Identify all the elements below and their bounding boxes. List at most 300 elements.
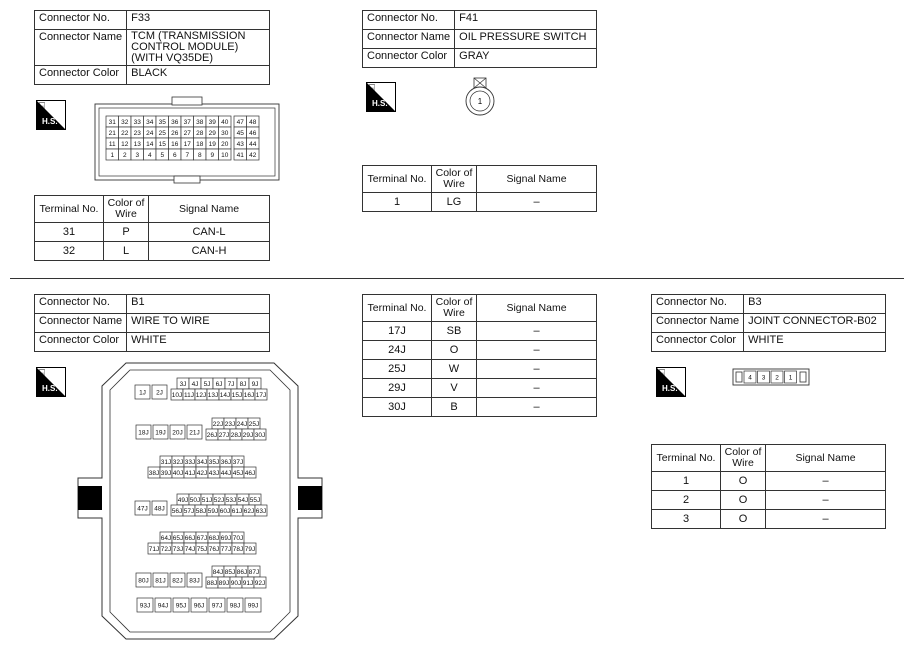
connector-pin [136, 425, 151, 439]
pin-label: 45J [232, 469, 244, 477]
pin-label: 5 [160, 151, 165, 159]
connector-pin [219, 149, 232, 160]
hs-label: H.S. [42, 117, 58, 126]
pin-label: 43J [208, 469, 220, 477]
pin-label: 3 [135, 151, 140, 159]
table-row [363, 360, 597, 379]
connector-pin [248, 418, 260, 429]
pin-label: 2 [775, 374, 779, 382]
connector-no-value: B1 [127, 295, 270, 314]
connector-pin [744, 371, 756, 383]
connector-pin [237, 378, 249, 389]
pin-label: 61J [231, 507, 243, 515]
pin-label: 30J [254, 431, 266, 439]
connector-pin [156, 138, 169, 149]
connector-pin [206, 116, 219, 127]
pin-label: 71J [148, 545, 160, 553]
terminal-cell: 2 [652, 491, 721, 510]
connector-name-label: Connector Name [652, 314, 744, 333]
terminal-no-header: Terminal No. [363, 295, 432, 322]
connector-pin [194, 127, 207, 138]
terminal-cell: 31 [35, 223, 104, 242]
harness-side-icon [366, 82, 396, 112]
pin-label: 58J [195, 507, 207, 515]
pin-label: 25J [248, 420, 260, 428]
table-row [363, 379, 597, 398]
pin-label: 47 [236, 118, 244, 126]
f33-connector-face [94, 96, 280, 184]
signal-cell: – [477, 193, 597, 212]
pin-label: 39 [208, 118, 216, 126]
connector-color-value: WHITE [744, 333, 886, 352]
connector-pin [189, 494, 201, 505]
pin-label: 5J [203, 380, 211, 388]
pin-label: 48J [154, 505, 165, 513]
connector-pin [220, 543, 232, 554]
table-row [363, 341, 597, 360]
pin-label: 93J [139, 602, 151, 610]
name-line: CONTROL MODULE) [131, 41, 239, 53]
pin-label: 21J [189, 429, 200, 437]
pin-label: 37 [183, 118, 191, 126]
pin-label: 44 [249, 140, 257, 148]
pin-label: 23 [133, 129, 141, 137]
pin-label: 9 [210, 151, 215, 159]
pin-label: 7J [227, 380, 235, 388]
connector-color-value: WHITE [127, 333, 270, 352]
signal-name-header: Signal Name [766, 445, 886, 472]
connector-name-value: JOINT CONNECTOR-B02 [744, 314, 886, 333]
table-row [652, 510, 886, 529]
connector-pin [225, 494, 237, 505]
connector-pin [169, 127, 182, 138]
pin-label: 32J [172, 458, 184, 466]
pin-label: 14 [146, 140, 154, 148]
pin-label: 38J [148, 469, 160, 477]
connector-pin [244, 543, 256, 554]
pin-label: 88J [206, 579, 218, 587]
pin-label: 57J [183, 507, 195, 515]
connector-no-label: Connector No. [363, 11, 455, 30]
pin-label: 25 [158, 129, 166, 137]
connector-pin [219, 116, 232, 127]
connector-pin [135, 501, 150, 515]
f41-terminal-table [362, 165, 597, 212]
signal-name-header: Signal Name [149, 196, 270, 223]
b1-info-table [34, 294, 270, 352]
pin-label: 87J [248, 568, 260, 576]
pin-label: 86J [236, 568, 248, 576]
pin-label: 29 [208, 129, 216, 137]
pin-label: 51J [201, 496, 213, 504]
connector-color-label: Connector Color [652, 333, 744, 352]
pin-label: 75J [196, 545, 208, 553]
terminal-cell: 30J [363, 398, 432, 417]
pin-label: 3J [179, 380, 187, 388]
pin-label: 12 [121, 140, 129, 148]
pin-label: 76J [208, 545, 220, 553]
connector-pin [169, 149, 182, 160]
connector-pin [136, 573, 151, 587]
connector-pin [220, 467, 232, 478]
pin-label: 2J [156, 389, 163, 397]
connector-pin [206, 149, 219, 160]
wire-color-cell: LG [432, 193, 477, 212]
connector-no-value: F33 [127, 11, 270, 30]
connector-pin [184, 532, 196, 543]
connector-pin [242, 577, 254, 588]
pin-label: 91J [242, 579, 254, 587]
wire-color-cell: O [721, 510, 766, 529]
pin-label: 9J [251, 380, 259, 388]
pin-label: 16J [243, 391, 255, 399]
pin-label: 59J [207, 507, 219, 515]
connector-pin [206, 429, 218, 440]
connector-pin [196, 543, 208, 554]
connector-pin [106, 116, 119, 127]
pin-label: 18 [196, 140, 204, 148]
connector-pin [131, 138, 144, 149]
pin-label: 98J [229, 602, 241, 610]
connector-pin [177, 378, 189, 389]
pin-label: 6 [172, 151, 177, 159]
pin-label: 60J [219, 507, 231, 515]
pin-label: 78J [232, 545, 244, 553]
connector-pin [244, 467, 256, 478]
connector-pin [131, 127, 144, 138]
pin-label: 31J [160, 458, 172, 466]
pin-label: 85J [224, 568, 236, 576]
connector-no-label: Connector No. [652, 295, 744, 314]
connector-pin [225, 378, 237, 389]
connector-pin [206, 127, 219, 138]
wire-color-cell: O [721, 472, 766, 491]
connector-pin [219, 389, 231, 400]
connector-pin [219, 127, 232, 138]
pin-label: 79J [244, 545, 256, 553]
f41-connector-face [462, 76, 502, 120]
connector-pin [255, 389, 267, 400]
b3-info-table [651, 294, 886, 352]
connector-pin [195, 505, 207, 516]
connector-pin [173, 598, 189, 612]
terminal-cell: 25J [363, 360, 432, 379]
pin-label: 35 [158, 118, 166, 126]
connector-pin [144, 116, 157, 127]
pin-label: 80J [138, 577, 149, 585]
connector-pin [172, 456, 184, 467]
name-line: (WITH VQ35DE) [131, 52, 214, 64]
pin-label: 56J [171, 507, 183, 515]
pin-label: 13 [133, 140, 141, 148]
connector-pin [171, 389, 183, 400]
connector-color-value: BLACK [127, 66, 270, 85]
connector-pin [224, 566, 236, 577]
connector-pin [119, 116, 132, 127]
connector-pin [119, 149, 132, 160]
pin-label: 95J [175, 602, 187, 610]
pin-label: 33J [184, 458, 196, 466]
pin-label: 46J [244, 469, 256, 477]
connector-glyph-icon: ⌸ [369, 83, 375, 94]
connector-pin [144, 127, 157, 138]
connector-pin [184, 456, 196, 467]
table-row [363, 193, 597, 212]
pin-label: 33 [133, 118, 141, 126]
pin-label: 54J [237, 496, 249, 504]
hs-label: H.S. [662, 384, 678, 393]
pin-label: 4 [147, 151, 152, 159]
connector-pin [184, 543, 196, 554]
connector-pin [234, 127, 247, 138]
pin-label: 15 [158, 140, 166, 148]
connector-color-label: Connector Color [363, 49, 455, 68]
pin-label: 50J [189, 496, 201, 504]
connector-pin [247, 127, 260, 138]
wire-color-cell: B [432, 398, 477, 417]
connector-pin [160, 532, 172, 543]
connector-pin [170, 573, 185, 587]
pin-label: 66J [184, 534, 196, 542]
pin-label: 43 [236, 140, 244, 148]
pin-label: 1 [110, 151, 115, 159]
connector-pin [196, 456, 208, 467]
signal-cell: CAN-L [149, 223, 270, 242]
connector-pin [201, 494, 213, 505]
connector-pin [187, 573, 202, 587]
connector-pin [219, 505, 231, 516]
connector-pin [172, 543, 184, 554]
connector-pin [208, 532, 220, 543]
connector-pin [236, 566, 248, 577]
pin-label: 26 [171, 129, 179, 137]
pin-label: 24 [146, 129, 154, 137]
connector-pin [181, 149, 194, 160]
connector-pin [153, 425, 168, 439]
wire-color-cell: V [432, 379, 477, 398]
pin-label: 30 [221, 129, 229, 137]
pin-label: 74J [184, 545, 196, 553]
pin-label: 63J [255, 507, 267, 515]
pin-label: 84J [212, 568, 224, 576]
f41-info-table [362, 10, 597, 68]
connector-pin [194, 116, 207, 127]
f33-terminal-table [34, 195, 270, 261]
wire-color-cell: SB [432, 322, 477, 341]
connector-pin [119, 138, 132, 149]
connector-no-label: Connector No. [35, 11, 127, 30]
connector-pin [771, 371, 783, 383]
pin-label: 19J [155, 429, 166, 437]
connector-pin [131, 116, 144, 127]
pin-label: 16 [171, 140, 179, 148]
b3-terminal-table [651, 444, 886, 529]
connector-pin [209, 598, 225, 612]
connector-pin [201, 378, 213, 389]
connector-pin [207, 505, 219, 516]
pin-label: 1 [788, 374, 793, 382]
table-row [35, 242, 270, 261]
connector-name-label: Connector Name [35, 314, 127, 333]
connector-pin [232, 456, 244, 467]
table-row [363, 398, 597, 417]
connector-pin [208, 467, 220, 478]
pin-label: 37J [232, 458, 244, 466]
connector-name-label: Connector Name [363, 30, 455, 49]
connector-pin [177, 494, 189, 505]
connector-color-value: GRAY [455, 49, 597, 68]
connector-pin [243, 505, 255, 516]
connector-pin [183, 389, 195, 400]
connector-pin [119, 127, 132, 138]
pin-label: 28 [196, 129, 204, 137]
pin-label: 62J [243, 507, 255, 515]
connector-pin [245, 598, 261, 612]
pin-label: 17J [255, 391, 267, 399]
connector-pin [137, 598, 153, 612]
connector-pin [758, 371, 770, 383]
connector-pin [231, 389, 243, 400]
terminal-cell: 1 [363, 193, 432, 212]
connector-pin [170, 425, 185, 439]
connector-pin [212, 418, 224, 429]
pin-label: 40J [172, 469, 184, 477]
connector-pin [172, 467, 184, 478]
connector-pin [106, 149, 119, 160]
connector-pin [234, 116, 247, 127]
pin-label: 67J [196, 534, 208, 542]
pin-label: 8J [239, 380, 247, 388]
b1-terminal-table [362, 294, 597, 417]
wire-color-cell: O [721, 491, 766, 510]
connector-pin [135, 385, 150, 399]
pin-label: 46 [249, 129, 257, 137]
pin-label: 94J [157, 602, 169, 610]
signal-cell: – [766, 510, 886, 529]
signal-cell: – [477, 398, 597, 417]
connector-pin [156, 116, 169, 127]
connector-pin [231, 505, 243, 516]
connector-pin [191, 598, 207, 612]
terminal-no-header: Terminal No. [363, 166, 432, 193]
signal-cell: – [766, 491, 886, 510]
connector-pin [242, 429, 254, 440]
pin-label: 40 [221, 118, 229, 126]
table-row [652, 491, 886, 510]
connector-pin [227, 598, 243, 612]
pin-label: 64J [160, 534, 172, 542]
connector-pin [131, 149, 144, 160]
connector-pin [169, 116, 182, 127]
pin-label: 47J [137, 505, 148, 513]
connector-pin [184, 467, 196, 478]
connector-pin [232, 467, 244, 478]
pin-label: 1J [139, 389, 146, 397]
connector-pin [230, 429, 242, 440]
wire-color-cell: O [432, 341, 477, 360]
connector-pin [220, 456, 232, 467]
connector-pin [160, 456, 172, 467]
pin-label: 21 [108, 129, 116, 137]
pin-label: 42 [249, 151, 257, 159]
connector-pin [230, 577, 242, 588]
hs-label: H.S. [42, 384, 58, 393]
connector-pin [254, 577, 266, 588]
hs-label: H.S. [372, 99, 388, 108]
connector-pin [218, 577, 230, 588]
pin-label: 1 [477, 97, 483, 106]
harness-side-icon [36, 367, 66, 397]
terminal-cell: 24J [363, 341, 432, 360]
connector-pin [247, 149, 260, 160]
connector-pin [254, 429, 266, 440]
connector-pin [255, 505, 267, 516]
connector-pin [236, 418, 248, 429]
connector-pin [249, 494, 261, 505]
pin-label: 48 [249, 118, 257, 126]
pin-label: 99J [247, 602, 259, 610]
pin-label: 42J [196, 469, 208, 477]
pin-label: 17 [183, 140, 191, 148]
connector-pin [208, 456, 220, 467]
pin-label: 92J [254, 579, 266, 587]
pin-label: 2 [122, 151, 127, 159]
pin-label: 7 [185, 151, 190, 159]
pin-label: 29J [242, 431, 254, 439]
pin-label: 38 [196, 118, 204, 126]
terminal-cell: 29J [363, 379, 432, 398]
wire-color-cell: L [104, 242, 149, 261]
connector-pin [148, 543, 160, 554]
f33-info-table [34, 10, 270, 85]
pin-label: 52J [213, 496, 225, 504]
pin-label: 22 [121, 129, 129, 137]
table-row [35, 223, 270, 242]
signal-cell: CAN-H [149, 242, 270, 261]
connector-pin [106, 127, 119, 138]
terminal-no-header: Terminal No. [35, 196, 104, 223]
terminal-cell: 3 [652, 510, 721, 529]
connector-name-label: Connector Name [35, 30, 127, 66]
connector-pin [169, 138, 182, 149]
connector-glyph-icon: ⌸ [39, 101, 45, 112]
connector-pin [196, 532, 208, 543]
connector-pin [144, 138, 157, 149]
connector-pin [220, 532, 232, 543]
connector-pin [219, 138, 232, 149]
connector-pin [195, 389, 207, 400]
connector-name-value [127, 30, 270, 66]
connector-pin [194, 138, 207, 149]
connector-pin [206, 138, 219, 149]
pin-label: 20 [221, 140, 229, 148]
connector-no-value: B3 [744, 295, 886, 314]
pin-label: 28J [230, 431, 242, 439]
connector-pin [181, 127, 194, 138]
pin-label: 23J [224, 420, 236, 428]
pin-label: 90J [230, 579, 242, 587]
connector-pin [148, 467, 160, 478]
connector-pin [208, 543, 220, 554]
connector-pin [247, 138, 260, 149]
connector-glyph-icon: ⌸ [659, 368, 665, 379]
connector-pin [196, 467, 208, 478]
pin-label: 41 [236, 151, 244, 159]
connector-pin [152, 385, 167, 399]
connector-pin [160, 467, 172, 478]
pin-label: 36 [171, 118, 179, 126]
color-of-wire-header: Color of Wire [721, 445, 766, 472]
